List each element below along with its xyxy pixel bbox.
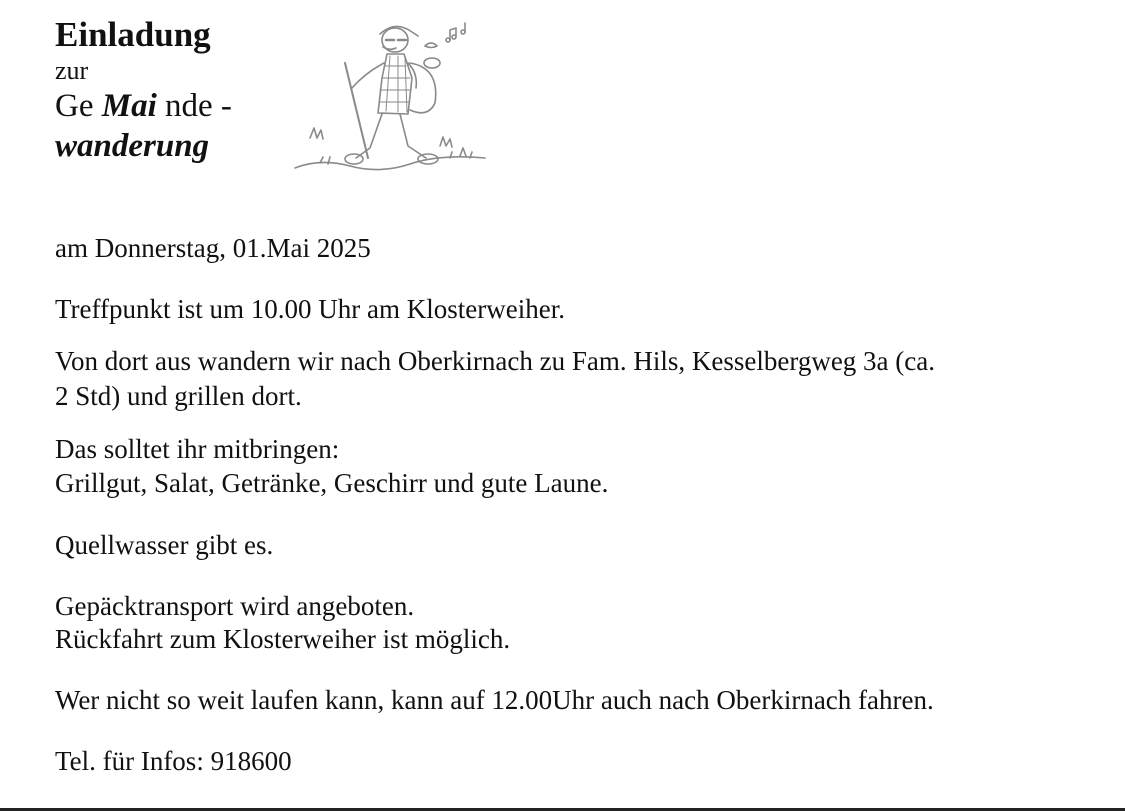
meeting-point: Treffpunkt ist um 10.00 Uhr am Klosterweiher. <box>55 294 565 324</box>
title-mai-emphasis: Mai <box>101 88 157 124</box>
title-gemeinde-prefix: Ge <box>55 88 102 124</box>
title-zur: zur <box>55 56 89 85</box>
bring-items: Grillgut, Salat, Getränke, Geschirr und gute Laune. <box>55 468 609 498</box>
title-einladung: Einladung <box>55 15 211 54</box>
spring-water-note: Quellwasser gibt es. <box>55 530 274 560</box>
title-wanderung: wanderung <box>55 128 210 164</box>
bring-heading: Das solltet ihr mitbringen: <box>55 434 340 464</box>
invitation-title-block <box>55 14 232 166</box>
event-date: am Donnerstag, 01.Mai 2025 <box>55 233 371 263</box>
hiker-icon <box>290 18 490 183</box>
alternative-travel-note: Wer nicht so weit laufen kann, kann auf 12.00Uhr auch nach Oberkirnach fahren. <box>55 685 934 715</box>
luggage-transport-note: Gepäcktransport wird angeboten. <box>55 591 415 621</box>
title-gemeinde-suffix: nde - <box>156 88 232 124</box>
contact-phone: Tel. für Infos: 918600 <box>55 746 292 776</box>
title-gemeinde <box>55 86 232 126</box>
return-trip-note: Rückfahrt zum Klosterweiher ist möglich. <box>55 624 511 654</box>
route-line-1: Von dort aus wandern wir nach Oberkirnach zu Fam. Hils, Kesselbergweg 3a (ca. <box>55 346 935 376</box>
route-line-2: 2 Std) und grillen dort. <box>55 381 302 411</box>
